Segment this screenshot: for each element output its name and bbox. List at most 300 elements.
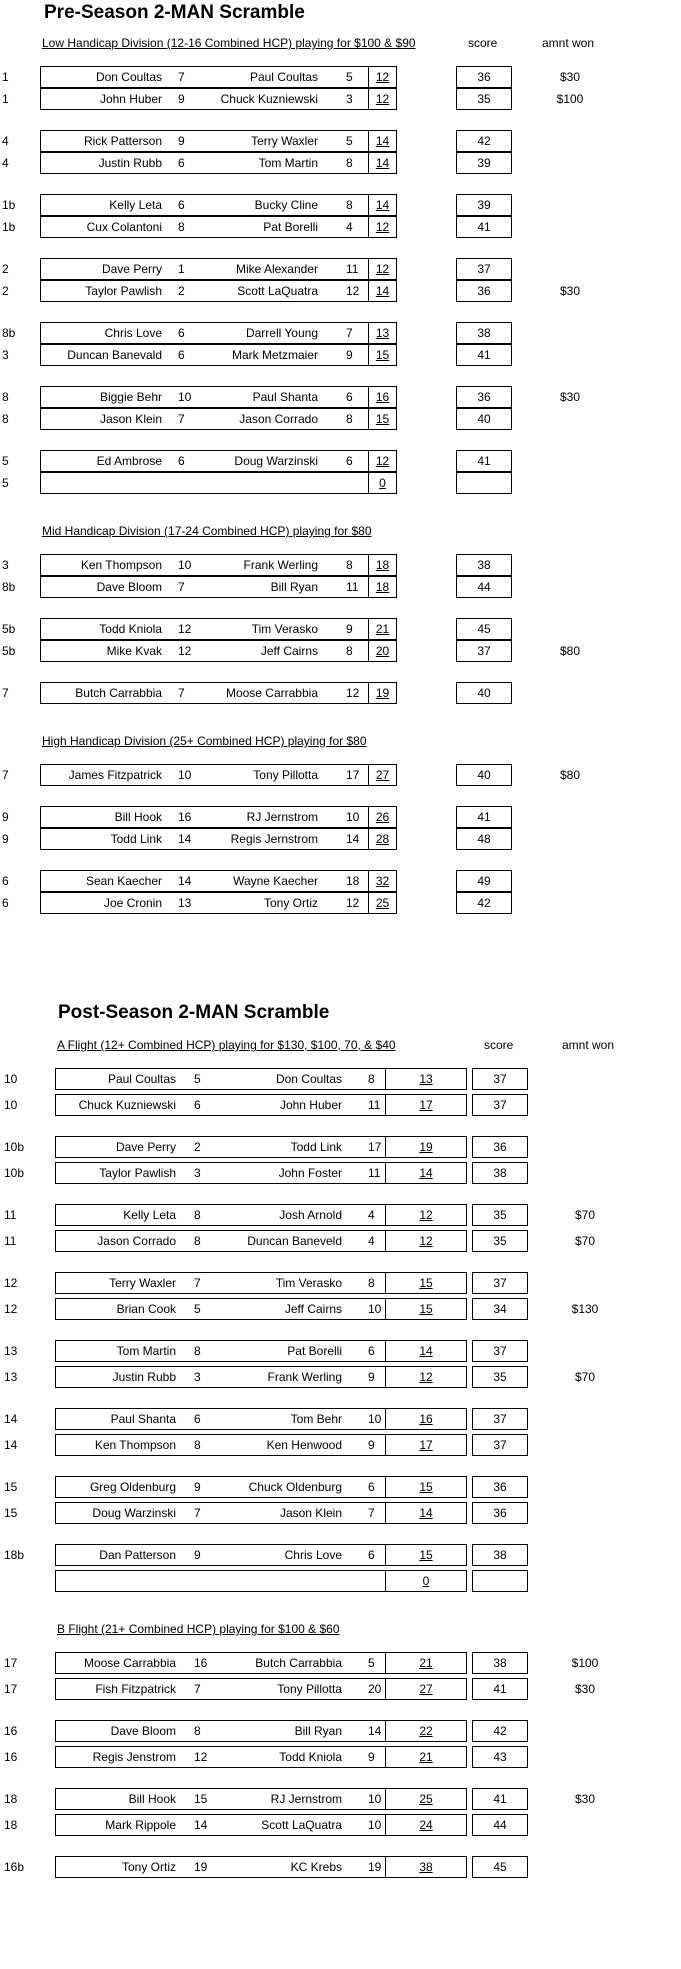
- team-score: 41: [477, 220, 491, 234]
- player1-name: Don Coultas: [95, 70, 162, 84]
- combined-handicap: 19: [375, 686, 390, 700]
- amount-won: [530, 258, 610, 280]
- hole-number: 7: [2, 686, 9, 700]
- team-score: 38: [493, 1656, 507, 1670]
- team-score: 39: [477, 156, 491, 170]
- combined-handicap: 18: [375, 558, 390, 572]
- player2-handicap: 8: [346, 198, 353, 212]
- player1-handicap: 3: [194, 1370, 201, 1384]
- combined-handicap: 17: [419, 1098, 433, 1112]
- team-row: [0, 1230, 681, 1252]
- post-score-header: score: [484, 1038, 514, 1052]
- team-row: [0, 1856, 681, 1878]
- team-row: [0, 1814, 681, 1836]
- team-row: [0, 1746, 681, 1768]
- combined-handicap: 0: [379, 476, 386, 490]
- team-score: 40: [477, 686, 491, 700]
- hole-number: 13: [4, 1344, 18, 1358]
- pre-division-title: Mid Handicap Division (17-24 Combined HCP) playing for $80: [42, 524, 372, 538]
- player2-name: Darrell Young: [245, 326, 318, 340]
- team-score: 42: [493, 1724, 507, 1738]
- player2-handicap: 12: [346, 686, 360, 700]
- amount-won: [550, 1544, 620, 1566]
- hole-number: 1: [2, 70, 9, 84]
- team-row: [0, 1162, 681, 1184]
- team-score: 41: [477, 810, 491, 824]
- team-score: 37: [493, 1412, 507, 1426]
- player2-name: Terry Waxler: [251, 134, 318, 148]
- player1-name: Duncan Banevald: [67, 348, 162, 362]
- combined-handicap: 13: [419, 1072, 433, 1086]
- player1-name: Greg Oldenburg: [89, 1480, 176, 1494]
- player1-name: Dan Patterson: [99, 1548, 176, 1562]
- player1-name: Chuck Kuzniewski: [78, 1098, 176, 1112]
- team-score: 35: [493, 1208, 507, 1222]
- player1-name: Bill Hook: [114, 810, 162, 824]
- player1-name: Paul Coultas: [107, 1072, 176, 1086]
- amount-won: [550, 1340, 620, 1362]
- team-score: 41: [477, 454, 491, 468]
- combined-handicap: 14: [375, 198, 390, 212]
- player1-handicap: 10: [178, 558, 192, 572]
- player2-name: Pat Borelli: [287, 1344, 342, 1358]
- team-row: [0, 472, 681, 494]
- team-score: 36: [477, 284, 491, 298]
- hole-number: 5: [2, 476, 9, 490]
- player1-name: Tony Ortiz: [121, 1860, 176, 1874]
- amount-won: [530, 870, 610, 892]
- player2-handicap: 17: [346, 768, 360, 782]
- team-row: [0, 194, 681, 216]
- team-score: 37: [493, 1344, 507, 1358]
- team-row: [0, 1570, 681, 1592]
- player1-handicap: 12: [178, 644, 192, 658]
- player1-handicap: 8: [194, 1344, 201, 1358]
- player2-handicap: 12: [346, 896, 360, 910]
- combined-handicap: 15: [375, 348, 390, 362]
- hole-number: 2: [2, 262, 9, 276]
- player1-handicap: 6: [194, 1412, 201, 1426]
- team-row: [0, 450, 681, 472]
- player2-handicap: 6: [346, 454, 353, 468]
- player1-name: Joe Cronin: [103, 896, 162, 910]
- team-score: 36: [493, 1140, 507, 1154]
- player1-handicap: 7: [178, 412, 185, 426]
- player1-handicap: [194, 1570, 218, 1592]
- player1-handicap: 9: [178, 92, 185, 106]
- player1-name: James Fitzpatrick: [68, 768, 162, 782]
- player2-handicap: 3: [346, 92, 353, 106]
- hole-number: 16: [4, 1750, 18, 1764]
- amount-won: [550, 1476, 620, 1498]
- team-row: [0, 892, 681, 914]
- amount-won: $30: [574, 1682, 596, 1696]
- player2-name: Bill Ryan: [270, 580, 318, 594]
- player1-name: Paul Shanta: [110, 1412, 176, 1426]
- team-score: 48: [477, 832, 491, 846]
- player2-handicap: 11: [368, 1098, 381, 1112]
- hole-number: 6: [2, 874, 9, 888]
- player1-handicap: 10: [178, 768, 192, 782]
- amount-won: [550, 1162, 620, 1184]
- player1-name: Jason Corrado: [97, 1234, 176, 1248]
- team-row: [0, 1652, 681, 1674]
- team-row: [0, 576, 681, 598]
- team-score: 45: [477, 622, 491, 636]
- hole-number: 4: [2, 156, 9, 170]
- combined-handicap: 32: [375, 874, 390, 888]
- hole-number: 17: [4, 1682, 18, 1696]
- player1-name: Terry Waxler: [109, 1276, 176, 1290]
- hole-number: 13: [4, 1370, 18, 1384]
- player1-handicap: 12: [194, 1750, 208, 1764]
- team-score: 36: [477, 70, 491, 84]
- team-row: [0, 216, 681, 238]
- hole-number: 5b: [2, 622, 16, 636]
- combined-handicap: 21: [419, 1750, 433, 1764]
- player1-handicap: 14: [178, 832, 192, 846]
- combined-handicap: 27: [419, 1682, 433, 1696]
- combined-handicap: 16: [375, 390, 390, 404]
- player1-handicap: 19: [194, 1860, 208, 1874]
- player2-name: RJ Jernstrom: [270, 1792, 342, 1806]
- player2-handicap: 12: [346, 284, 360, 298]
- player2-handicap: 5: [368, 1656, 375, 1670]
- player1-handicap: 7: [178, 580, 185, 594]
- player1-handicap: 5: [194, 1302, 201, 1316]
- hole-number: 10: [4, 1098, 18, 1112]
- team-score: 37: [493, 1098, 507, 1112]
- player1-handicap: 6: [178, 348, 185, 362]
- team-score: 40: [477, 412, 491, 426]
- player2-handicap: 9: [346, 348, 353, 362]
- combined-handicap: 22: [419, 1724, 433, 1738]
- player2-name: Mark Metzmaier: [231, 348, 318, 362]
- hole-number: 1b: [2, 198, 16, 212]
- combined-handicap: 16: [419, 1412, 433, 1426]
- amount-won: $70: [574, 1208, 596, 1222]
- amount-won: $100: [571, 1656, 599, 1670]
- player1-handicap: [178, 472, 202, 494]
- player2-handicap: 4: [346, 220, 353, 234]
- team-row: [0, 88, 681, 110]
- team-row: [0, 1544, 681, 1566]
- team-score: 35: [477, 92, 491, 106]
- amount-won: [530, 682, 610, 704]
- team-row: [0, 1298, 681, 1320]
- post-division-title: B Flight (21+ Combined HCP) playing for $100 & $60: [57, 1622, 340, 1636]
- amount-won: [550, 1408, 620, 1430]
- player1-handicap: 6: [178, 156, 185, 170]
- player2-handicap: 7: [368, 1506, 375, 1520]
- amount-won: [530, 194, 610, 216]
- combined-handicap: 12: [375, 454, 390, 468]
- player2-handicap: 7: [346, 326, 353, 340]
- player1-handicap: 8: [194, 1724, 201, 1738]
- player2-handicap: 6: [368, 1548, 375, 1562]
- team-score: 35: [493, 1370, 507, 1384]
- team-score: 36: [493, 1480, 507, 1494]
- player1-handicap: 8: [194, 1208, 201, 1222]
- combined-handicap: 25: [375, 896, 390, 910]
- player2-handicap: 10: [368, 1792, 382, 1806]
- player1-name: Ken Thompson: [80, 558, 162, 572]
- team-row: [0, 828, 681, 850]
- hole-number: 18: [4, 1818, 18, 1832]
- post-amount-header: amnt won: [562, 1038, 615, 1052]
- team-row: [0, 130, 681, 152]
- player1-name: Dave Perry: [115, 1140, 176, 1154]
- amount-won: [530, 322, 610, 344]
- player2-handicap: 14: [346, 832, 360, 846]
- player2-handicap: 8: [346, 156, 353, 170]
- team-row: [0, 1788, 681, 1810]
- team-row: [0, 618, 681, 640]
- combined-handicap: 18: [375, 580, 390, 594]
- hole-number: 8b: [2, 326, 16, 340]
- player1-handicap: 15: [194, 1792, 208, 1806]
- team-score: 45: [493, 1860, 507, 1874]
- combined-handicap: 12: [419, 1370, 433, 1384]
- team-score: 37: [493, 1276, 507, 1290]
- combined-handicap: 12: [375, 262, 390, 276]
- player2-name: Paul Shanta: [252, 390, 318, 404]
- hole-number: 7: [2, 768, 9, 782]
- amount-won: [530, 450, 610, 472]
- amount-won: [550, 1502, 620, 1524]
- team-row: [0, 1678, 681, 1700]
- amount-won: $30: [559, 70, 581, 84]
- player1-handicap: 10: [178, 390, 192, 404]
- amount-won: [550, 1856, 620, 1878]
- team-row: [0, 764, 681, 786]
- player2-name: Chuck Oldenburg: [248, 1480, 342, 1494]
- player2-handicap: 4: [368, 1234, 375, 1248]
- player1-handicap: 14: [194, 1818, 208, 1832]
- hole-number: 4: [2, 134, 9, 148]
- team-row: [0, 1204, 681, 1226]
- amount-won: [530, 618, 610, 640]
- player2-name: Tim Verasko: [275, 1276, 342, 1290]
- team-row: [0, 1502, 681, 1524]
- player1-handicap: 8: [178, 220, 185, 234]
- player2-name: RJ Jernstrom: [246, 810, 318, 824]
- pre-score-header: score: [468, 36, 498, 50]
- player1-name: [40, 472, 162, 494]
- amount-won: [530, 344, 610, 366]
- player2-name: Paul Coultas: [249, 70, 318, 84]
- player2-name: KC Krebs: [290, 1860, 342, 1874]
- player2-handicap: 8: [346, 644, 353, 658]
- team-row: [0, 1476, 681, 1498]
- player2-handicap: 10: [346, 810, 360, 824]
- team-row: [0, 1366, 681, 1388]
- amount-won: [530, 806, 610, 828]
- amount-won: $30: [574, 1792, 596, 1806]
- player1-handicap: 7: [194, 1506, 201, 1520]
- player2-name: Butch Carrabbia: [255, 1656, 342, 1670]
- player1-handicap: 3: [194, 1166, 201, 1180]
- player1-name: Taylor Pawlish: [85, 284, 162, 298]
- combined-handicap: 12: [419, 1208, 433, 1222]
- player1-name: Chris Love: [104, 326, 162, 340]
- amount-won: $70: [574, 1370, 596, 1384]
- player1-handicap: 7: [178, 70, 185, 84]
- team-score: 38: [493, 1548, 507, 1562]
- amount-won: [530, 408, 610, 430]
- player2-name: Tony Pillotta: [253, 768, 318, 782]
- hole-number: 15: [4, 1480, 18, 1494]
- combined-handicap: 25: [419, 1792, 433, 1806]
- pre-amount-header: amnt won: [542, 36, 595, 50]
- hole-number: 16b: [4, 1860, 25, 1874]
- team-score: [472, 1570, 528, 1592]
- combined-handicap: 15: [419, 1480, 433, 1494]
- player2-name: [202, 472, 318, 494]
- player2-name: Todd Link: [290, 1140, 342, 1154]
- player2-handicap: 5: [346, 134, 353, 148]
- team-score: 37: [477, 644, 491, 658]
- team-score: 37: [493, 1072, 507, 1086]
- hole-number: 1: [2, 92, 9, 106]
- player1-handicap: 6: [178, 326, 185, 340]
- player1-name: Cux Colantoni: [86, 220, 162, 234]
- pre-division-title: High Handicap Division (25+ Combined HCP) playing for $80: [42, 734, 367, 748]
- player2-handicap: 11: [346, 580, 359, 594]
- pre-title: Pre-Season 2-MAN Scramble: [44, 2, 305, 23]
- player2-handicap: 8: [368, 1072, 375, 1086]
- combined-handicap: 12: [419, 1234, 433, 1248]
- hole-number: 8: [2, 390, 9, 404]
- hole-number: 8b: [2, 580, 16, 594]
- amount-won: $70: [574, 1234, 596, 1248]
- player2-name: Scott LaQuatra: [237, 284, 318, 298]
- team-row: [0, 258, 681, 280]
- player1-handicap: 7: [178, 686, 185, 700]
- team-row: [0, 1408, 681, 1430]
- hole-number: 1b: [2, 220, 16, 234]
- player2-name: Bucky Cline: [254, 198, 318, 212]
- hole-number: 10b: [4, 1140, 25, 1154]
- player2-handicap: 5: [346, 70, 353, 84]
- player1-handicap: 6: [178, 198, 185, 212]
- player2-handicap: 19: [368, 1860, 382, 1874]
- combined-handicap: 21: [419, 1656, 433, 1670]
- team-score: 39: [477, 198, 491, 212]
- player2-name: Jason Corrado: [239, 412, 318, 426]
- player2-handicap: 6: [368, 1344, 375, 1358]
- player1-name: Kelly Leta: [123, 1208, 176, 1222]
- pre-division-title: Low Handicap Division (12-16 Combined HCP) playing for $100 & $90: [42, 36, 416, 50]
- player1-name: Ken Thompson: [94, 1438, 176, 1452]
- team-row: [0, 1272, 681, 1294]
- player1-handicap: 9: [194, 1480, 201, 1494]
- team-score: 37: [477, 262, 491, 276]
- player2-handicap: 11: [368, 1166, 381, 1180]
- combined-handicap: 14: [375, 134, 390, 148]
- player1-handicap: 14: [178, 874, 192, 888]
- player1-name: Mark Rippole: [105, 1818, 176, 1832]
- amount-won: [550, 1434, 620, 1456]
- team-score: 34: [493, 1302, 507, 1316]
- post-title: Post-Season 2-MAN Scramble: [58, 1002, 330, 1023]
- player2-handicap: 4: [368, 1208, 375, 1222]
- combined-handicap: 17: [419, 1438, 433, 1452]
- hole-number: 18b: [4, 1548, 25, 1562]
- team-row: [0, 66, 681, 88]
- player2-name: Jeff Cairns: [284, 1302, 342, 1316]
- player1-name: Dave Perry: [101, 262, 162, 276]
- amount-won: [530, 130, 610, 152]
- player1-name: Dave Bloom: [96, 580, 162, 594]
- player2-name: Doug Warzinski: [234, 454, 318, 468]
- player2-handicap: 14: [368, 1724, 382, 1738]
- hole-number: 16: [4, 1724, 18, 1738]
- combined-handicap: 15: [419, 1302, 433, 1316]
- player2-name: Frank Werling: [267, 1370, 342, 1384]
- hole-number: 5b: [2, 644, 16, 658]
- player1-name: Todd Link: [110, 832, 162, 846]
- combined-handicap: 12: [375, 220, 390, 234]
- amount-won: $80: [559, 644, 581, 658]
- combined-handicap: 12: [375, 92, 390, 106]
- player1-name: Justin Rubb: [112, 1370, 176, 1384]
- player2-handicap: 10: [368, 1818, 382, 1832]
- player1-handicap: 13: [178, 896, 192, 910]
- amount-won: [530, 554, 610, 576]
- amount-won: [530, 576, 610, 598]
- hole-number: 9: [2, 810, 9, 824]
- hole-number: 14: [4, 1412, 18, 1426]
- hole-number: 2: [2, 284, 9, 298]
- player2-handicap: 8: [346, 412, 353, 426]
- amount-won: [550, 1814, 620, 1836]
- team-row: [0, 1720, 681, 1742]
- hole-number: 10b: [4, 1166, 25, 1180]
- team-row: [0, 152, 681, 174]
- player2-handicap: 8: [368, 1276, 375, 1290]
- hole-number: 3: [2, 558, 9, 572]
- team-row: [0, 682, 681, 704]
- team-score: 36: [493, 1506, 507, 1520]
- player2-name: Don Coultas: [275, 1072, 342, 1086]
- combined-handicap: 12: [375, 70, 390, 84]
- combined-handicap: 19: [419, 1140, 433, 1154]
- amount-won: [530, 892, 610, 914]
- combined-handicap: 14: [375, 284, 390, 298]
- team-score: 41: [493, 1682, 507, 1696]
- team-score: 40: [477, 768, 491, 782]
- player2-name: Chuck Kuzniewski: [220, 92, 318, 106]
- player2-name: Wayne Kaecher: [233, 874, 318, 888]
- team-score: 38: [477, 326, 491, 340]
- player1-name: John Huber: [99, 92, 162, 106]
- player1-name: Regis Jenstrom: [92, 1750, 176, 1764]
- player1-handicap: 7: [194, 1682, 201, 1696]
- player1-name: Todd Kniola: [99, 622, 162, 636]
- team-score: 41: [477, 348, 491, 362]
- combined-handicap: 15: [419, 1548, 433, 1562]
- player2-name: Josh Arnold: [279, 1208, 342, 1222]
- team-row: [0, 408, 681, 430]
- combined-handicap: 14: [419, 1166, 433, 1180]
- player2-name: Mike Alexander: [235, 262, 318, 276]
- team-row: [0, 344, 681, 366]
- combined-handicap: 14: [419, 1344, 433, 1358]
- player1-name: Ed Ambrose: [96, 454, 162, 468]
- amount-won: $30: [559, 390, 581, 404]
- player2-handicap: 17: [368, 1140, 382, 1154]
